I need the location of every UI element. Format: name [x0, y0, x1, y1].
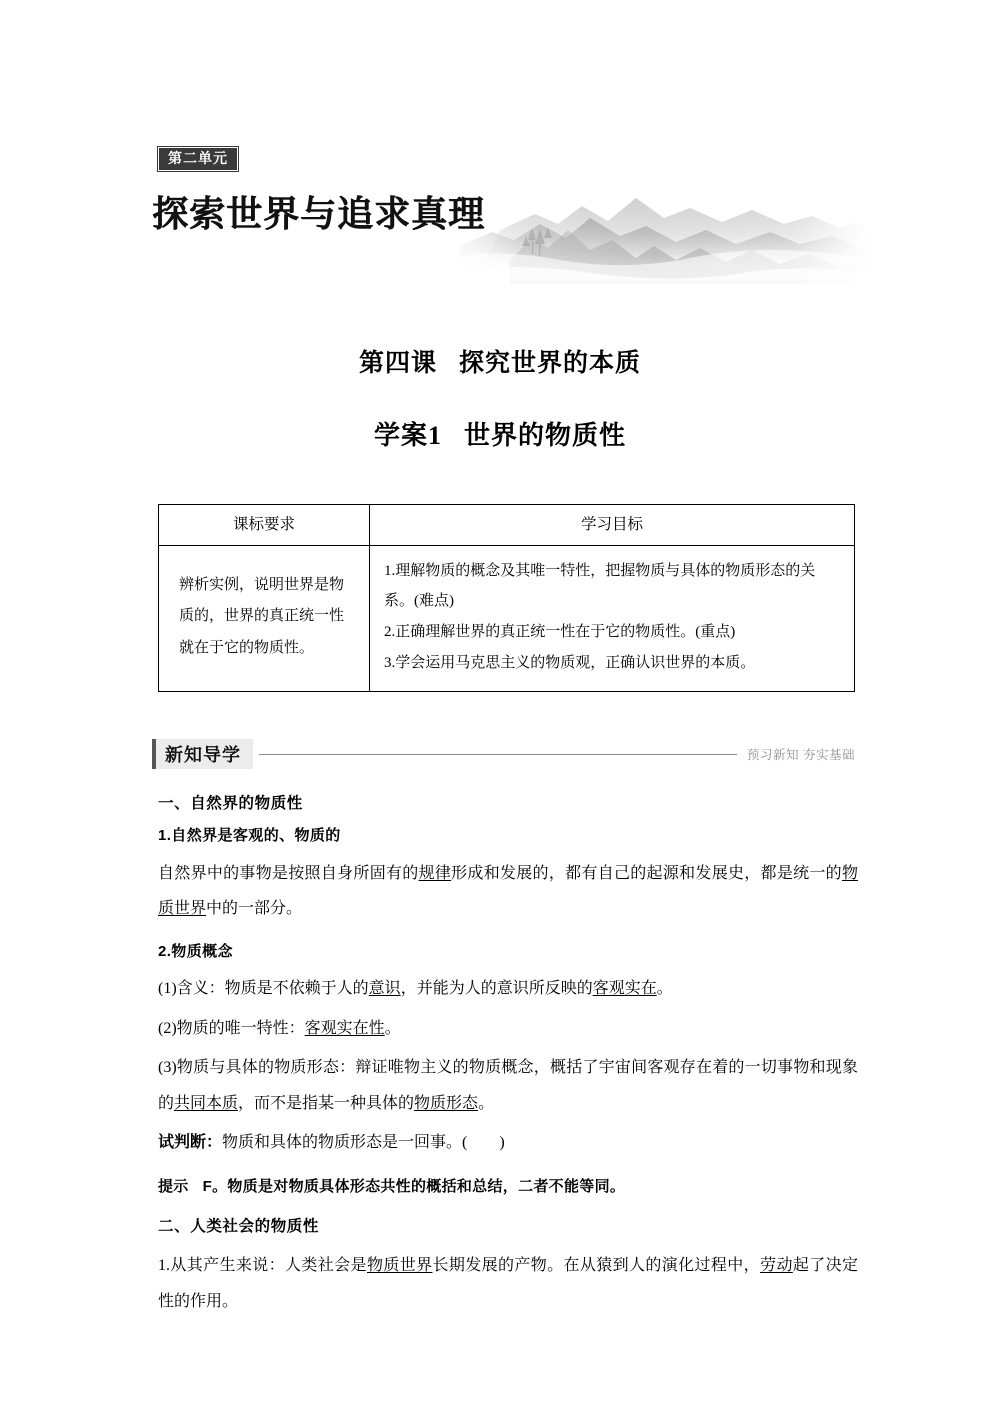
table-body-row: [159, 545, 855, 691]
case-name: 世界的物质性: [464, 421, 627, 450]
tip-label: 提示: [158, 1177, 189, 1195]
underlined-term: 客观实在性: [304, 1019, 385, 1037]
text-run: 长期发展的产物。在从猿到人的演化过程中，: [432, 1257, 761, 1275]
ink-wash-mountain-icon: [440, 188, 870, 298]
table-header-row: [159, 505, 855, 546]
header-standard-requirement: 课标要求: [159, 505, 370, 546]
judge-text: 物质和具体的物质形态是一回事。( ): [222, 1134, 505, 1152]
heading-sub-1-1: 1.自然界是客观的、物质的: [158, 827, 341, 845]
paragraph-1-2-1: [158, 971, 858, 1007]
heading-section-2: 二、人类社会的物质性: [158, 1217, 320, 1235]
cell-standard-requirement: 辨析实例，说明世界是物质的，世界的真正统一性就在于它的物质性。: [159, 545, 370, 691]
unit-badge: 第二单元: [158, 147, 238, 171]
heading-section-1: 一、自然界的物质性: [158, 795, 303, 812]
paragraph-1-2-3: [158, 1050, 858, 1121]
section-subtitle: 预习新知 夯实基础: [747, 748, 855, 762]
divider-rule: [259, 754, 737, 755]
header-learning-objectives: 学习目标: [370, 505, 855, 546]
judge-question: [158, 1125, 858, 1161]
text-run: 中的一部分。: [206, 900, 303, 918]
text-run: 1.从其产生来说：人类社会是: [158, 1257, 367, 1275]
underlined-term: 劳动: [760, 1257, 793, 1275]
text-run: ，而不是指某一种具体的: [238, 1094, 415, 1112]
section-badge: [152, 739, 253, 769]
case-label: 学案: [373, 421, 428, 450]
objective-item: 3.学会运用马克思主义的物质观，正确认识世界的本质。: [384, 654, 756, 671]
objectives-table: [158, 504, 855, 692]
judge-label: 试判断：: [158, 1134, 223, 1152]
tip-line: [158, 1175, 858, 1199]
lesson-number: 第四课: [358, 349, 437, 377]
unit-title: 探索世界与追求真理: [152, 193, 486, 234]
underlined-term: 规律: [418, 864, 452, 882]
underlined-term: 物质形态: [414, 1094, 479, 1112]
text-run: 。: [478, 1094, 495, 1112]
case-number: 1: [428, 421, 442, 450]
text-run: 。: [656, 980, 673, 998]
underlined-term: 客观实在: [592, 980, 657, 998]
underlined-term: 物质世界: [366, 1257, 433, 1275]
tip-text: F。物质是对物质具体形态共性的概括和总结，二者不能等同。: [202, 1177, 626, 1195]
case-title: [0, 415, 1000, 452]
text-run: 自然界中的事物是按照自身所固有的: [158, 864, 419, 882]
text-run: (1)含义：物质是不依赖于人的: [158, 980, 369, 998]
text-run: ，并能为人的意识所反映的: [400, 980, 593, 998]
objective-item: 1.理解物质的概念及其唯一特性，把握物质与具体的物质形态的关系。(难点): [384, 562, 816, 610]
cell-learning-objectives: [370, 545, 855, 691]
paragraph-1-1: [158, 856, 858, 927]
underlined-term: 意识: [368, 980, 401, 998]
text-run: 形成和发展的，都有自己的起源和发展史，都是统一的: [451, 864, 842, 882]
text-run: 。: [384, 1019, 401, 1037]
paragraph-1-2-2: [158, 1011, 858, 1047]
section-header: [152, 738, 855, 770]
lesson-title: [0, 343, 1000, 379]
objective-item: 2.正确理解世界的真正统一性在于它的物质性。(重点): [384, 624, 736, 641]
underlined-term: 共同本质: [174, 1094, 239, 1112]
section-badge-label: 新知导学: [165, 745, 241, 765]
paragraph-2-1: [158, 1248, 858, 1319]
underlined-term: 物质世界: [158, 864, 858, 918]
text-run: (3)物质与具体的物质形态：辩证唯物主义的物质概念，概括了宇宙间客观存在着的一切事物和现象的: [158, 1059, 858, 1112]
heading-sub-1-2: 2.物质概念: [158, 942, 233, 960]
text-run: 起了决定性的作用。: [158, 1257, 858, 1310]
content-body: [158, 792, 858, 1323]
text-run: (2)物质的唯一特性：: [158, 1019, 305, 1037]
lesson-name: 探究世界的本质: [459, 349, 642, 377]
accent-bar-icon: [152, 739, 156, 769]
